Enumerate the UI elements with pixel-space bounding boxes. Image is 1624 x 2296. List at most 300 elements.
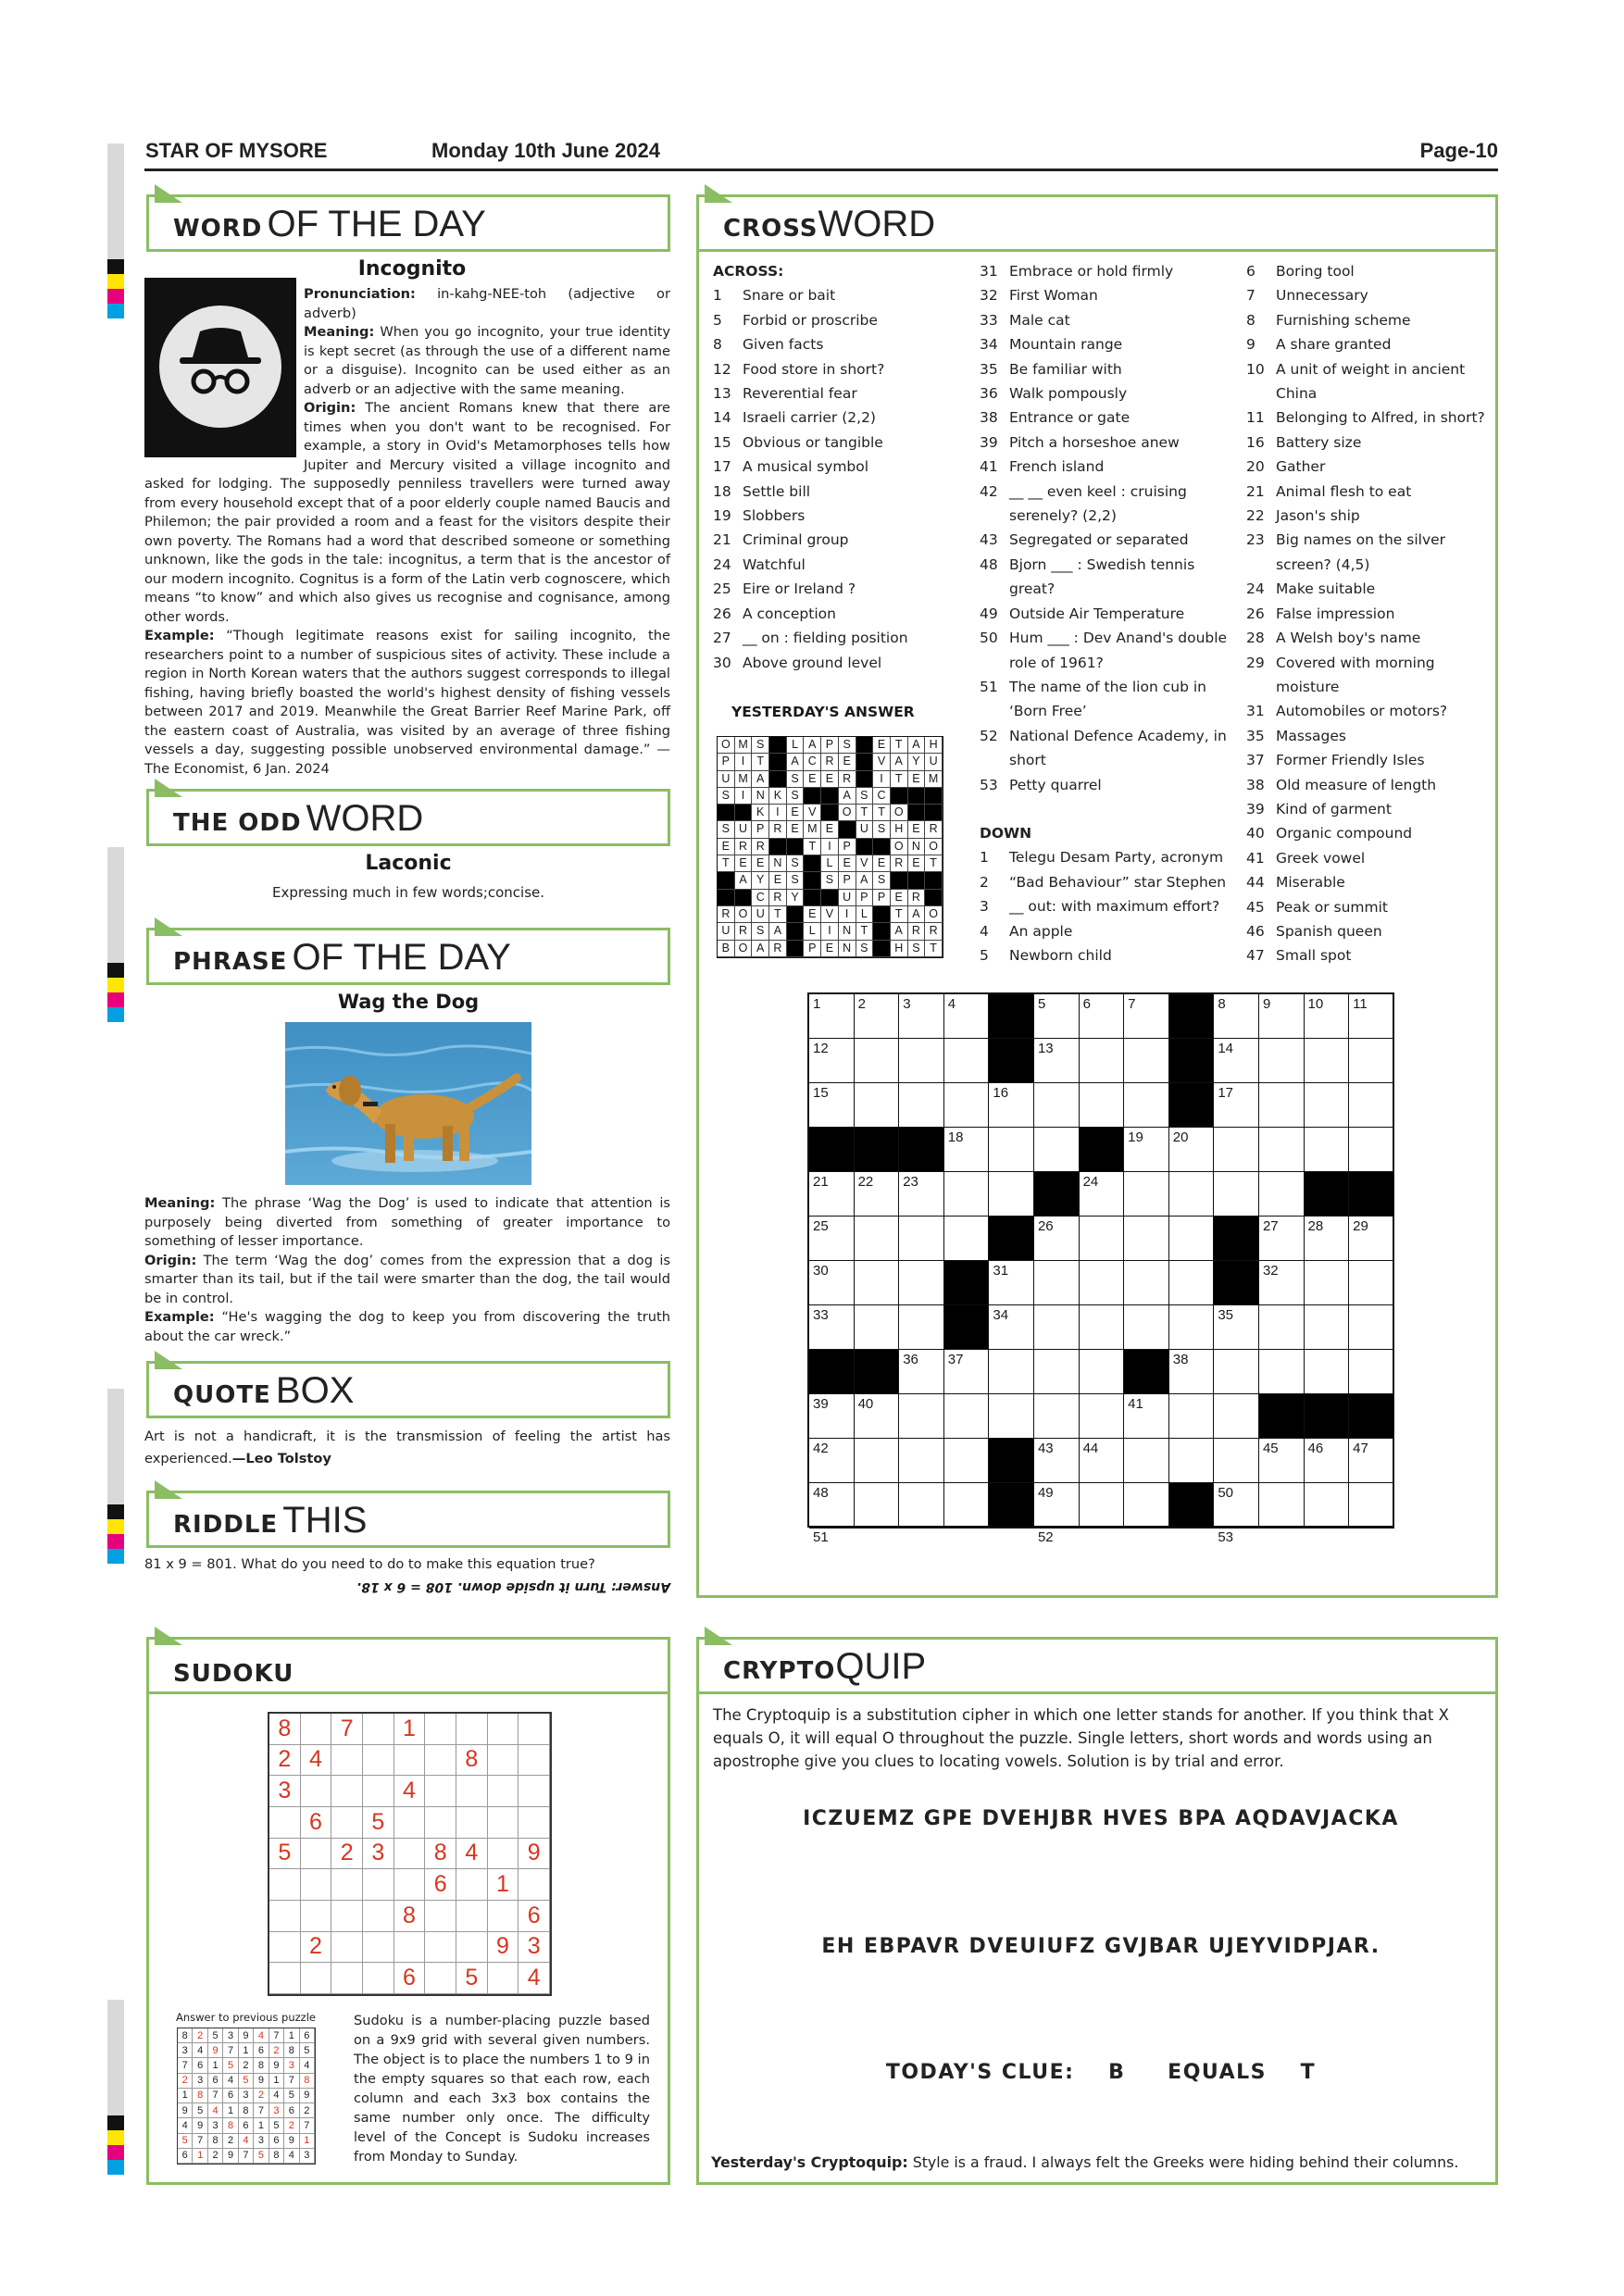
answer-cell: U — [925, 754, 943, 770]
crossword-cell[interactable] — [1169, 1172, 1215, 1217]
crossword-cell[interactable] — [1214, 1172, 1259, 1217]
clue-item — [980, 455, 1230, 479]
crossword-cell[interactable] — [1214, 1039, 1259, 1083]
sudoku-cell[interactable] — [488, 1714, 519, 1745]
answer-cell: V — [821, 906, 839, 923]
sudoku-cell[interactable]: 8 — [394, 1901, 426, 1932]
pronunciation-text: in-kahg-NEE-toh (adjective or adverb) — [304, 286, 670, 321]
crossword-cell[interactable] — [899, 1261, 944, 1305]
sudoku-cell[interactable] — [518, 1869, 550, 1901]
sudoku-cell[interactable] — [518, 1807, 550, 1839]
crossword-cell[interactable] — [1349, 1217, 1394, 1261]
sudoku-cell[interactable]: 9 — [518, 1839, 550, 1870]
crossword-cell[interactable] — [989, 1172, 1034, 1217]
sudoku-cell[interactable]: 5 — [269, 1839, 301, 1870]
title-tab — [705, 1627, 732, 1645]
crossword-cell[interactable] — [1080, 1305, 1125, 1350]
black-cell — [855, 1350, 900, 1394]
crossword-cell[interactable] — [899, 1039, 944, 1083]
sudoku-cell[interactable] — [301, 1839, 332, 1870]
crossword-cell[interactable] — [1080, 1439, 1125, 1483]
crossword-cell[interactable] — [944, 1439, 990, 1483]
sudoku-cell[interactable]: 6 — [301, 1807, 332, 1839]
sudoku-cell[interactable] — [363, 1714, 394, 1745]
clue-text: Entrance or gate — [1009, 409, 1131, 427]
sudoku-cell[interactable] — [425, 1714, 456, 1745]
crossword-cell[interactable] — [1034, 1528, 1080, 1545]
crossword-cell[interactable] — [1349, 1261, 1394, 1305]
crossword-cell[interactable] — [1080, 994, 1125, 1039]
sudoku-cell[interactable] — [331, 1776, 363, 1807]
crossword-cell[interactable] — [1124, 1128, 1169, 1172]
sudoku-cell[interactable]: 4 — [301, 1745, 332, 1777]
cryptoquip-line-1: ICZUEMZ GPE DVEHJBR HVES BPA AQDAVJACKA — [803, 1807, 1399, 1830]
cryptoquip-intro: The Cryptoquip is a substitution cipher in which one letter stands for another. If you think that X equals O, it will equal O throughout the puzzle. Single letters, short words and words using an apostrophe give you clues to locating vowels. Solution is by trial and error. — [713, 1706, 1449, 1770]
crossword-cell[interactable] — [855, 1261, 900, 1305]
crossword-cell[interactable] — [1305, 1483, 1350, 1528]
crossword-grid[interactable] — [807, 992, 1394, 1545]
answer-cell: K — [752, 805, 769, 821]
crossword-cell[interactable] — [1305, 1528, 1350, 1529]
title-large: BOX — [275, 1370, 355, 1411]
crossword-cell[interactable] — [855, 1528, 900, 1529]
sudoku-cell[interactable]: 2 — [331, 1839, 363, 1870]
crossword-cell[interactable] — [1034, 1394, 1080, 1439]
crossword-cell[interactable] — [1124, 1083, 1169, 1128]
answer-cell: E — [787, 805, 805, 821]
sudoku-cell[interactable]: 1 — [394, 1714, 426, 1745]
answer-cell: S — [821, 872, 839, 889]
previous-sudoku-cell: 2 — [193, 2028, 207, 2043]
crossword-cell[interactable] — [855, 1083, 900, 1128]
crossword-cell[interactable] — [1349, 1350, 1394, 1394]
black-cell — [925, 805, 943, 821]
crossword-cell[interactable] — [899, 1217, 944, 1261]
crossword-cell[interactable] — [1305, 1439, 1350, 1483]
sudoku-cell[interactable] — [331, 1745, 363, 1777]
previous-sudoku-cell: 6 — [284, 2103, 299, 2118]
answer-cell: R — [718, 906, 735, 923]
crossword-cell[interactable] — [1305, 1083, 1350, 1128]
crossword-cell[interactable] — [944, 994, 990, 1039]
crossword-cell[interactable] — [899, 1350, 944, 1394]
crossword-cell[interactable] — [1124, 1039, 1169, 1083]
sudoku-cell[interactable] — [331, 1807, 363, 1839]
clue-number: 42 — [813, 1441, 829, 1456]
sudoku-cell[interactable]: 6 — [394, 1963, 426, 1994]
sudoku-grid[interactable] — [268, 1712, 552, 1996]
sudoku-cell[interactable] — [269, 1963, 301, 1994]
crossword-cell[interactable] — [944, 1172, 990, 1217]
crossword-cell[interactable] — [1124, 1261, 1169, 1305]
sudoku-cell[interactable] — [363, 1932, 394, 1964]
sudoku-cell[interactable] — [363, 1745, 394, 1777]
black-cell — [1305, 1394, 1350, 1439]
previous-sudoku-cell: 2 — [284, 2118, 299, 2133]
crossword-cell[interactable] — [989, 1261, 1034, 1305]
sudoku-cell[interactable] — [488, 1745, 519, 1777]
crossword-cell[interactable] — [1305, 1261, 1350, 1305]
crossword-cell[interactable] — [1124, 1305, 1169, 1350]
sudoku-cell[interactable]: 5 — [456, 1963, 488, 1994]
clue-number: 4 — [980, 922, 989, 940]
crossword-cell[interactable] — [1080, 1039, 1125, 1083]
clue-number: 6 — [1246, 263, 1255, 280]
crossword-cell[interactable] — [1034, 1261, 1080, 1305]
yesterday-answer-grid — [717, 736, 943, 958]
black-cell — [873, 906, 891, 923]
crossword-cell[interactable] — [1080, 1172, 1125, 1217]
crossword-cell[interactable] — [809, 1528, 855, 1545]
clue-number: 39 — [980, 433, 998, 451]
crossword-cell[interactable] — [809, 1261, 855, 1305]
sudoku-cell[interactable] — [301, 1776, 332, 1807]
clue-text: Mountain range — [1009, 336, 1123, 354]
crossword-cell[interactable] — [899, 1439, 944, 1483]
crossword-cell[interactable] — [1034, 1128, 1080, 1172]
sudoku-cell[interactable]: 6 — [518, 1901, 550, 1932]
crossword-cell[interactable] — [1305, 1039, 1350, 1083]
title-large: OF THE DAY — [267, 204, 486, 244]
clue-number: 21 — [713, 531, 731, 549]
crossword-cell[interactable] — [1124, 994, 1169, 1039]
clue-item — [980, 943, 1230, 967]
crossword-cell[interactable] — [1169, 1394, 1215, 1439]
sudoku-cell[interactable] — [394, 1745, 426, 1777]
sudoku-cell[interactable] — [363, 1901, 394, 1932]
crossword-cell[interactable] — [944, 1528, 990, 1529]
crossword-cell[interactable] — [1305, 1305, 1350, 1350]
title-large: OF THE DAY — [292, 937, 511, 978]
sudoku-cell[interactable] — [363, 1776, 394, 1807]
crossword-cell[interactable] — [809, 1305, 855, 1350]
crossword-cell[interactable] — [1259, 1305, 1305, 1350]
sudoku-cell[interactable]: 3 — [269, 1776, 301, 1807]
crossword-cell[interactable] — [1214, 1350, 1259, 1394]
clue-number: 1 — [713, 287, 722, 305]
crossword-cell[interactable] — [809, 1217, 855, 1261]
crossword-cell[interactable] — [944, 1394, 990, 1439]
sudoku-cell[interactable] — [518, 1714, 550, 1745]
crossword-cell[interactable] — [1349, 994, 1394, 1039]
crossword-cell[interactable] — [1349, 1128, 1394, 1172]
sudoku-cell[interactable]: 8 — [456, 1745, 488, 1777]
sudoku-cell[interactable] — [331, 1869, 363, 1901]
crossword-cell[interactable] — [1169, 1439, 1215, 1483]
sudoku-cell[interactable] — [456, 1932, 488, 1964]
crossword-cell[interactable] — [1214, 994, 1259, 1039]
crossword-cell[interactable] — [1214, 1394, 1259, 1439]
crossword-cell[interactable] — [1080, 1483, 1125, 1528]
sudoku-cell[interactable] — [363, 1869, 394, 1901]
crossword-cell[interactable] — [1349, 1483, 1394, 1528]
color-registration-marks — [107, 259, 124, 318]
previous-sudoku-cell: 8 — [223, 2118, 238, 2133]
clue-text: Telegu Desam Party, acronym — [1009, 849, 1224, 867]
crossword-cell[interactable] — [989, 1394, 1034, 1439]
black-cell — [855, 1128, 900, 1172]
crossword-cell[interactable] — [1259, 1128, 1305, 1172]
crossword-cell[interactable] — [1305, 1128, 1350, 1172]
sudoku-title: SUDOKU — [173, 1660, 294, 1688]
sudoku-cell[interactable] — [488, 1901, 519, 1932]
answer-cell: U — [752, 906, 769, 923]
answer-cell: P — [839, 839, 856, 855]
sudoku-cell[interactable]: 7 — [331, 1714, 363, 1745]
sudoku-cell[interactable] — [425, 1932, 456, 1964]
black-cell — [718, 872, 735, 889]
crossword-cell[interactable] — [809, 994, 855, 1039]
answer-cell: O — [735, 906, 753, 923]
crossword-cell[interactable] — [944, 1039, 990, 1083]
crossword-cell[interactable] — [809, 1172, 855, 1217]
crossword-cell[interactable] — [1259, 1172, 1305, 1217]
pronunciation-label: Pronunciation: — [304, 286, 416, 302]
crossword-cell[interactable] — [899, 1172, 944, 1217]
sudoku-cell[interactable] — [301, 1714, 332, 1745]
crossword-cell[interactable] — [855, 1039, 900, 1083]
crossword-cell[interactable] — [1214, 1083, 1259, 1128]
crossword-cell[interactable] — [1305, 994, 1350, 1039]
crossword-cell[interactable] — [1169, 1261, 1215, 1305]
crossword-cell[interactable] — [1214, 1528, 1259, 1545]
crossword-cell[interactable] — [1034, 1439, 1080, 1483]
crossword-cell[interactable] — [899, 994, 944, 1039]
crossword-cell[interactable] — [1034, 1039, 1080, 1083]
sudoku-cell[interactable] — [456, 1901, 488, 1932]
crossword-cell[interactable] — [899, 1394, 944, 1439]
crossword-cell[interactable] — [989, 1350, 1034, 1394]
answer-cell: O — [891, 839, 908, 855]
sudoku-cell[interactable]: 2 — [301, 1932, 332, 1964]
sudoku-cell[interactable] — [331, 1932, 363, 1964]
sudoku-cell[interactable] — [456, 1776, 488, 1807]
sudoku-cell[interactable]: 3 — [363, 1839, 394, 1870]
crossword-cell[interactable] — [1034, 1350, 1080, 1394]
sudoku-cell[interactable] — [394, 1807, 426, 1839]
crossword-cell[interactable] — [944, 1128, 990, 1172]
sudoku-cell[interactable] — [488, 1963, 519, 1994]
crossword-cell[interactable] — [1080, 1350, 1125, 1394]
crossword-cell[interactable] — [899, 1083, 944, 1128]
crossword-cell[interactable] — [1214, 1439, 1259, 1483]
previous-sudoku-cell: 3 — [254, 2134, 269, 2149]
crossword-cell[interactable] — [855, 994, 900, 1039]
crossword-cell[interactable] — [1169, 1350, 1215, 1394]
crossword-cell[interactable] — [899, 1528, 944, 1529]
crossword-cell[interactable] — [1124, 1394, 1169, 1439]
crossword-cell[interactable] — [1259, 1083, 1305, 1128]
clue-number: 26 — [1246, 605, 1265, 622]
sudoku-cell[interactable]: 2 — [269, 1745, 301, 1777]
black-cell — [908, 872, 926, 889]
sudoku-cell[interactable]: 9 — [488, 1932, 519, 1964]
crossword-cell[interactable] — [1259, 1528, 1305, 1529]
crossword-cell[interactable] — [944, 1350, 990, 1394]
crossword-cell[interactable] — [1034, 994, 1080, 1039]
sudoku-cell[interactable]: 1 — [488, 1869, 519, 1901]
crossword-cell[interactable] — [1259, 994, 1305, 1039]
previous-sudoku-cell: 9 — [223, 2149, 238, 2164]
crossword-cell[interactable] — [1080, 1217, 1125, 1261]
sudoku-cell[interactable]: 8 — [269, 1714, 301, 1745]
sudoku-cell[interactable] — [488, 1839, 519, 1870]
sudoku-cell[interactable] — [456, 1807, 488, 1839]
answer-cell: A — [891, 754, 908, 770]
answer-cell: A — [735, 872, 753, 889]
black-cell — [873, 923, 891, 940]
answer-cell: M — [735, 771, 753, 788]
crossword-cell[interactable] — [989, 1128, 1034, 1172]
answer-cell: R — [839, 771, 856, 788]
answer-cell: S — [718, 821, 735, 838]
sudoku-cell[interactable]: 3 — [518, 1932, 550, 1964]
crossword-cell[interactable] — [1124, 1217, 1169, 1261]
sudoku-cell[interactable]: 4 — [518, 1963, 550, 1994]
black-cell — [1349, 1394, 1394, 1439]
clue-text: Jason's ship — [1276, 507, 1360, 525]
crossword-cell[interactable] — [1349, 1305, 1394, 1350]
sudoku-cell[interactable] — [456, 1714, 488, 1745]
crossword-cell[interactable] — [1259, 1350, 1305, 1394]
black-cell — [856, 771, 874, 788]
sudoku-cell[interactable]: 5 — [363, 1807, 394, 1839]
crossword-cell[interactable] — [944, 1483, 990, 1528]
crossword-cell[interactable] — [1259, 1261, 1305, 1305]
crossword-cell[interactable] — [899, 1483, 944, 1528]
sudoku-cell[interactable] — [488, 1776, 519, 1807]
sudoku-cell[interactable] — [269, 1807, 301, 1839]
sudoku-cell[interactable] — [425, 1776, 456, 1807]
sudoku-cell[interactable] — [425, 1807, 456, 1839]
sudoku-cell[interactable] — [301, 1901, 332, 1932]
sudoku-cell[interactable] — [301, 1869, 332, 1901]
crossword-cell[interactable] — [1124, 1483, 1169, 1528]
crossword-cell[interactable] — [1034, 1305, 1080, 1350]
crossword-cell[interactable] — [855, 1305, 900, 1350]
crossword-cell[interactable] — [1080, 1083, 1125, 1128]
sudoku-cell[interactable] — [363, 1963, 394, 1994]
sudoku-cell[interactable] — [394, 1932, 426, 1964]
sudoku-cell[interactable] — [488, 1807, 519, 1839]
crossword-cell[interactable] — [809, 1483, 855, 1528]
crossword-cell[interactable] — [1169, 1128, 1215, 1172]
crossword-cell[interactable] — [809, 1039, 855, 1083]
crossword-cell[interactable] — [1034, 1083, 1080, 1128]
clue-text: Petty quarrel — [1009, 776, 1102, 793]
title-large: WORD — [818, 204, 936, 244]
sudoku-cell[interactable] — [331, 1901, 363, 1932]
crossword-cell[interactable] — [1124, 1172, 1169, 1217]
crossword-cell[interactable] — [1034, 1483, 1080, 1528]
sudoku-cell[interactable] — [269, 1901, 301, 1932]
sudoku-cell[interactable]: 4 — [394, 1776, 426, 1807]
crossword-cell[interactable] — [1124, 1528, 1169, 1529]
crossword-cell[interactable] — [855, 1172, 900, 1217]
sudoku-cell[interactable] — [269, 1932, 301, 1964]
crossword-cell[interactable] — [1214, 1483, 1259, 1528]
crossword-cell[interactable] — [809, 1083, 855, 1128]
crossword-cell[interactable] — [899, 1305, 944, 1350]
sudoku-cell[interactable] — [518, 1776, 550, 1807]
crossword-cell[interactable] — [1080, 1261, 1125, 1305]
clue-number: 41 — [980, 458, 998, 476]
crossword-cell[interactable] — [855, 1394, 900, 1439]
crossword-cell[interactable] — [1214, 1128, 1259, 1172]
black-cell — [769, 839, 787, 855]
sudoku-cell[interactable] — [269, 1869, 301, 1901]
crossword-cell[interactable] — [855, 1483, 900, 1528]
crossword-cell[interactable] — [855, 1439, 900, 1483]
crossword-cell[interactable] — [1034, 1217, 1080, 1261]
crossword-cell[interactable] — [1259, 1483, 1305, 1528]
clue-item — [1246, 259, 1496, 283]
crossword-cell[interactable] — [1259, 1217, 1305, 1261]
crossword-cell[interactable] — [809, 1439, 855, 1483]
sudoku-cell[interactable]: 4 — [456, 1839, 488, 1870]
previous-sudoku-cell: 1 — [300, 2134, 315, 2149]
crossword-cell[interactable] — [1169, 1217, 1215, 1261]
crossword-cell[interactable] — [1259, 1439, 1305, 1483]
down-clues-col3 — [1246, 259, 1496, 968]
sudoku-cell[interactable]: 6 — [425, 1869, 456, 1901]
sudoku-cell[interactable] — [301, 1963, 332, 1994]
sudoku-cell[interactable] — [394, 1869, 426, 1901]
answer-cell: O — [839, 805, 856, 821]
crossword-cell[interactable] — [1349, 1439, 1394, 1483]
answer-cell: T — [891, 737, 908, 754]
crossword-cell[interactable] — [1305, 1350, 1350, 1394]
black-cell — [925, 890, 943, 906]
crossword-cell[interactable] — [855, 1217, 900, 1261]
across-clues-col1 — [713, 259, 963, 675]
crossword-cell[interactable] — [989, 1305, 1034, 1350]
sudoku-cell[interactable]: 8 — [425, 1839, 456, 1870]
clue-text: Gather — [1276, 458, 1326, 476]
color-registration-marks — [107, 963, 124, 1022]
sudoku-cell[interactable] — [425, 1901, 456, 1932]
crossword-cell[interactable] — [1080, 1528, 1125, 1529]
crossword-cell[interactable] — [989, 1083, 1034, 1128]
sudoku-cell[interactable] — [425, 1963, 456, 1994]
sudoku-cell[interactable] — [456, 1869, 488, 1901]
answer-cell: R — [752, 839, 769, 855]
crossword-cell[interactable] — [1214, 1305, 1259, 1350]
sudoku-cell[interactable] — [518, 1745, 550, 1777]
answer-cell: L — [787, 737, 805, 754]
crossword-cell[interactable] — [1169, 1305, 1215, 1350]
crossword-cell[interactable] — [1259, 1039, 1305, 1083]
sudoku-cell[interactable] — [394, 1839, 426, 1870]
clue-number: 53 — [1218, 1529, 1234, 1545]
answer-cell: I — [873, 771, 891, 788]
crossword-cell[interactable] — [1349, 1039, 1394, 1083]
clue-text: Boring tool — [1276, 263, 1355, 280]
crossword-cell[interactable] — [944, 1217, 990, 1261]
crossword-cell[interactable] — [809, 1394, 855, 1439]
sudoku-cell[interactable] — [425, 1745, 456, 1777]
sudoku-cell[interactable] — [331, 1963, 363, 1994]
crossword-cell[interactable] — [1080, 1394, 1125, 1439]
crossword-cell[interactable] — [1349, 1083, 1394, 1128]
clue-text: Organic compound — [1276, 825, 1413, 842]
word-of-day-word: Incognito — [357, 257, 467, 281]
title-tab — [155, 1627, 182, 1645]
crossword-cell[interactable] — [1305, 1217, 1350, 1261]
crossword-cell[interactable] — [1124, 1439, 1169, 1483]
crossword-cell[interactable] — [944, 1083, 990, 1128]
crossword-cell[interactable] — [1349, 1528, 1394, 1529]
